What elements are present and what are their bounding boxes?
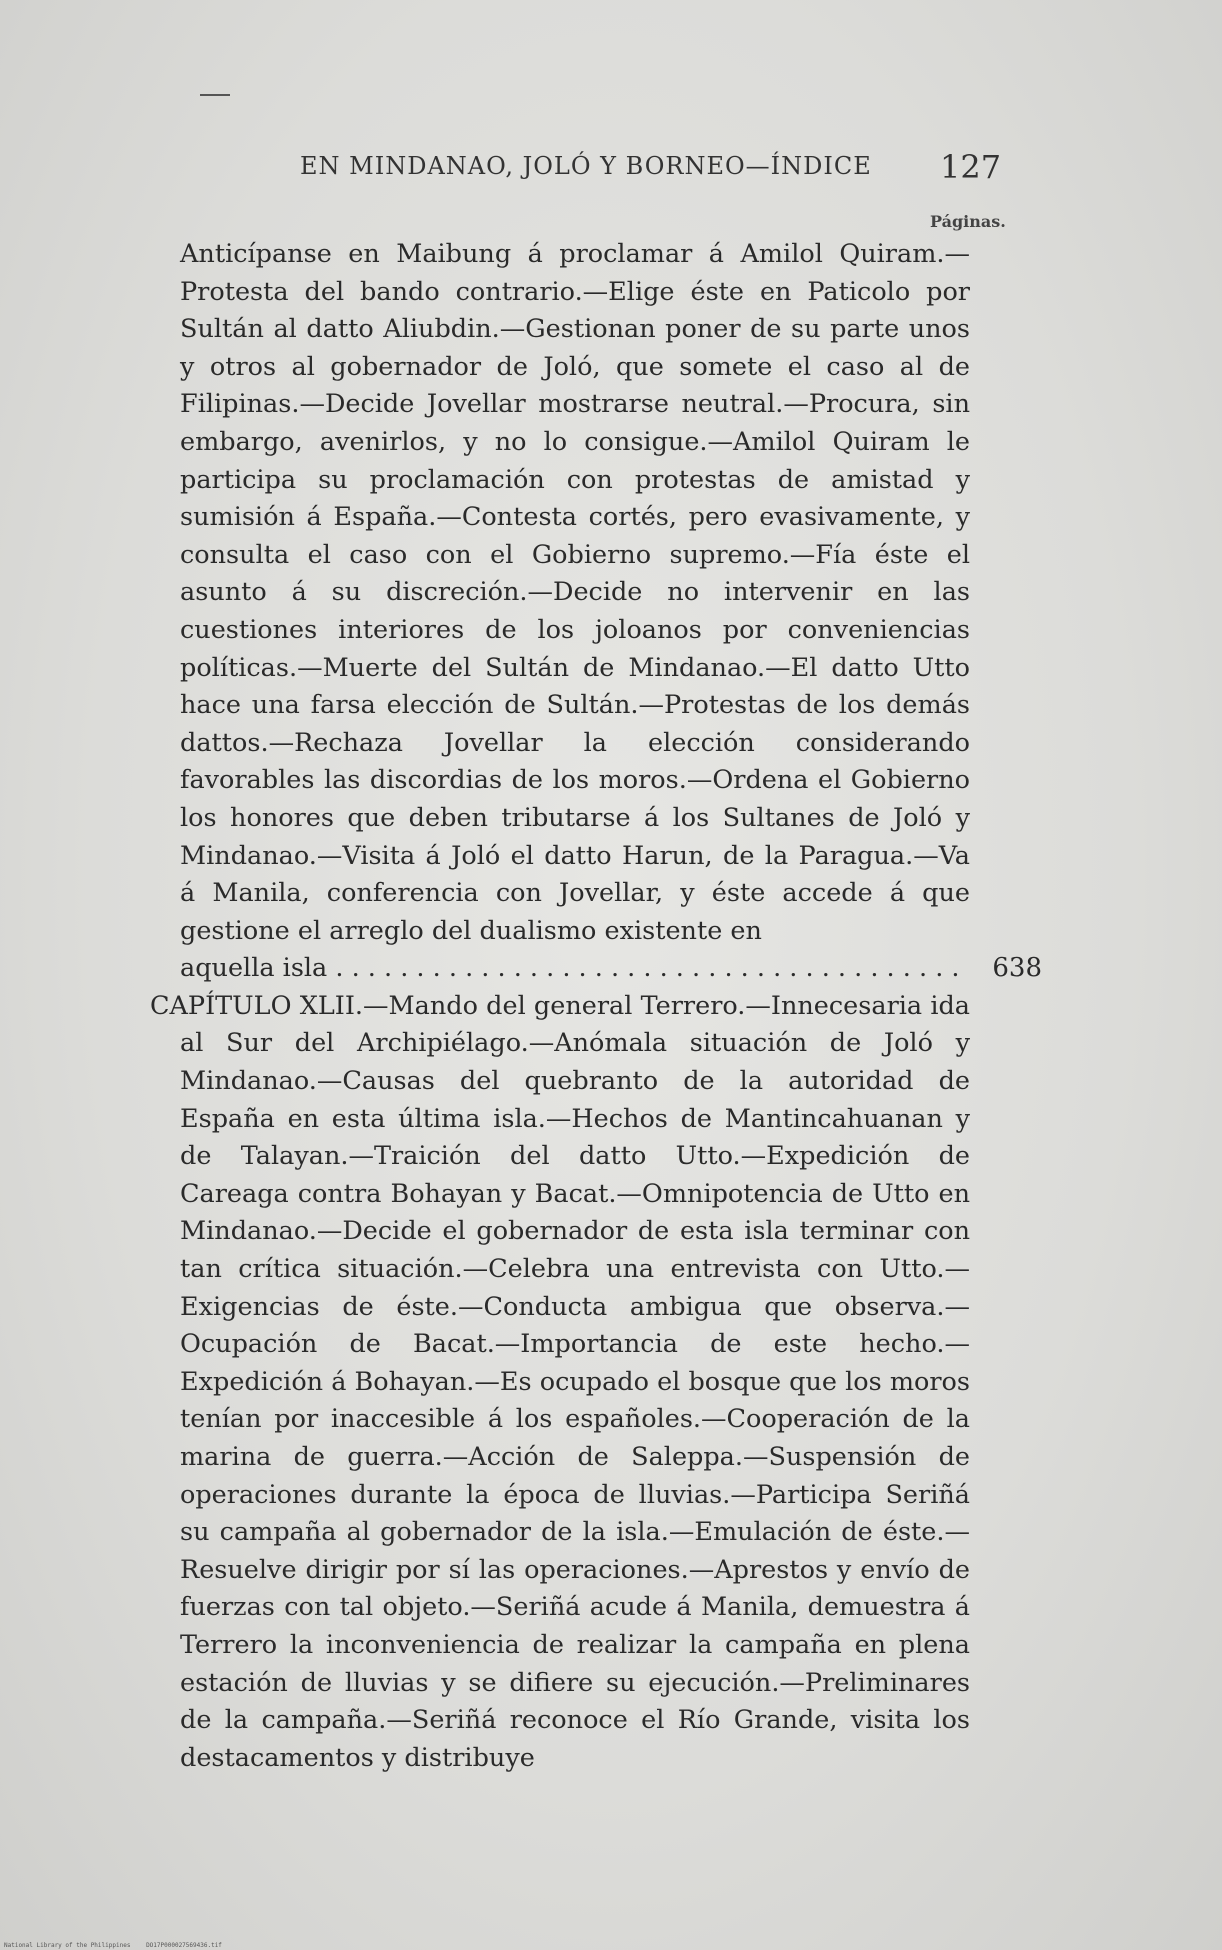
running-title: EN MINDANAO, JOLÓ Y BORNEO—ÍNDICE (300, 152, 872, 180)
footer-code: DO17P000027569436.tif (146, 1942, 222, 1949)
entry-text: CAPÍTULO XLII.—Mando del general Terrero.—Innecesaria ida al Sur del Archipiélago.—Anómala situación de Joló y Mindanao.—Causas del quebranto de la autoridad de España en esta última isla.—Hechos de Mantincahuanan y de Talayan.—Traición del datto Utto.—Expedición de Careaga contra Bohayan y Bacat.—Omnipotencia de Utto en Mindanao.—Decide el gobernador de esta isla terminar con tan crítica situación.—Celebra una entrevista con Utto.—Exigencias de éste.—Conducta ambigua que observa.—Ocupación de Bacat.—Importancia de este hecho.—Expedición á Bohayan.—Es ocupado el bosque que los moros tenían por inaccesible á los españoles.—Cooperación de la marina de guerra.—Acción de Saleppa.—Suspensión de operaciones durante la época de lluvias.—Participa Seriñá su campaña al gobernador de la isla.—Emulación de éste.—Resuelve dirigir por sí las operaciones.—Aprestos y envío de fuerzas con tal objeto.—Seriñá acude á Manila, demuestra á Terrero la inconveniencia de realizar la campaña en plena estación de lluvias y se difiere su ejecución.—Preliminares de la campaña.—Seriñá reconoce el Río Grande, visita los destacamentos y distribuye (150, 990, 970, 1773)
index-content (150, 236, 1042, 1777)
footer-library: National Library of the Philippines (4, 1942, 131, 1949)
pages-column-label: Páginas. (930, 212, 1006, 231)
margin-mark (200, 94, 230, 96)
entry-text: Anticípanse en Maibung á proclamar á Amilol Quiram.—Protesta del bando contrario.—Elige éste en Paticolo por Sultán al datto Aliubdin.—Gestionan poner de su parte unos y otros al gobernador de Joló, que somete el caso al de Filipinas.—Decide Jovellar mostrarse neutral.—Procura, sin embargo, avenirlos, y no lo consigue.—Amilol Quiram le participa su proclamación con protestas de amistad y sumisión á España.—Contesta cortés, pero evasivamente, y consulta el caso con el Gobierno supremo.—Fía éste el asunto á su discreción.—Decide no intervenir en las cuestiones interiores de los joloanos por conveniencias políticas.—Muerte del Sultán de Mindanao.—El datto Utto hace una farsa elección de Sultán.—Protestas de los demás dattos.—Rechaza Jovellar la elección considerando favorables las discordias de los moros.—Ordena el Gobierno los honores que deben tributarse á los Sultanes de Joló y Mindanao.—Visita á Joló el datto Harun, de la Paragua.—Va á Manila, conferencia con Jovellar, y éste accede á que gestione el arreglo del dualismo existente en (180, 239, 970, 946)
page-header (300, 148, 1002, 192)
entry-page-number: 638 (992, 953, 1042, 984)
index-entry-chapter (150, 988, 970, 1777)
page-number: 127 (940, 148, 1002, 186)
entry-last-line: aquella isla . . . (180, 950, 970, 988)
scan-footer (4, 1942, 1222, 1950)
index-entry (150, 236, 1042, 988)
